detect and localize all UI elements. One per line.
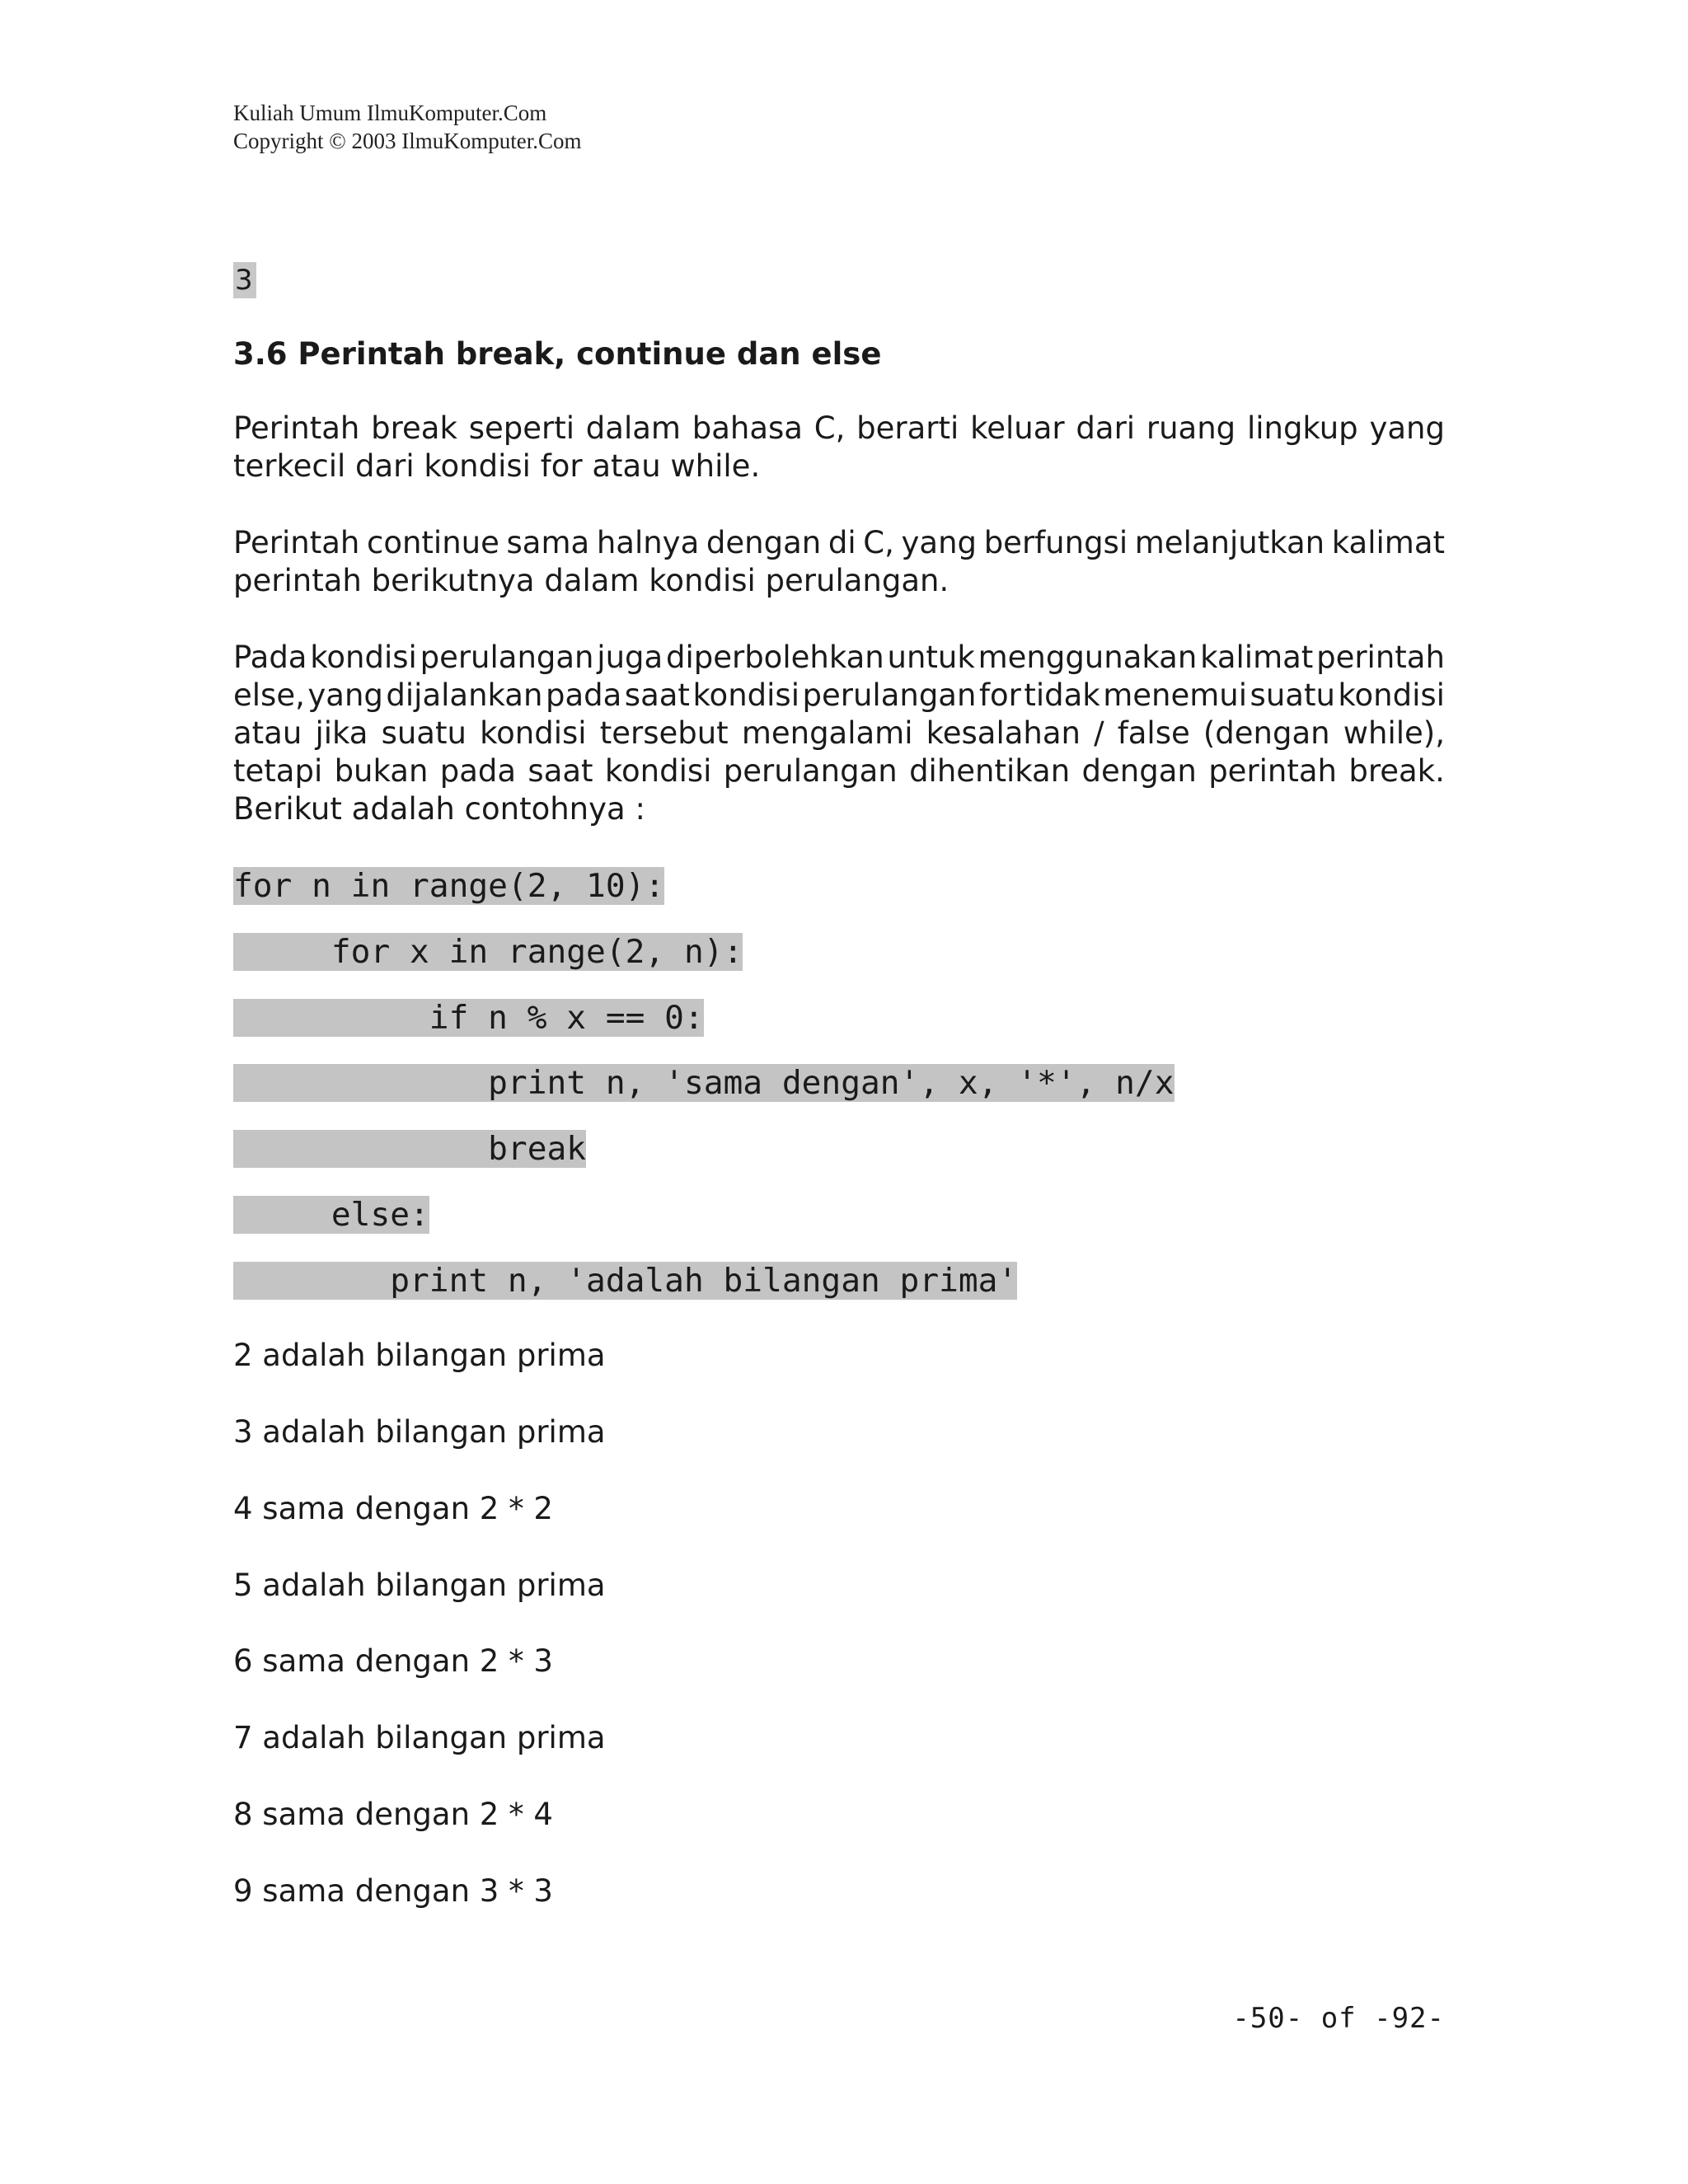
output-line: 4 sama dengan 2 * 2 [233,1491,553,1526]
paragraph-else [233,639,1445,828]
word: continue [366,525,499,560]
word: mengalami [741,715,913,751]
word: kalimat [1200,640,1314,675]
word: jika [315,715,368,751]
word: / [1094,715,1104,751]
word: dihentikan [909,753,1071,789]
word: atau [233,715,302,751]
output-line: 8 sama dengan 2 * 4 [233,1797,553,1832]
word: berfungsi [983,525,1128,560]
word: yang [307,677,383,713]
word: kondisi [1338,677,1445,713]
section-title: 3.6 Perintah break, continue dan else [233,336,882,372]
output-line: 2 adalah bilangan prima [233,1338,606,1373]
word: false [1117,715,1190,751]
code-line: print n, 'sama dengan', x, '*', n/x [233,1064,1175,1102]
word: Perintah [233,410,360,446]
justified-line [233,524,1445,562]
header-line-2: Copyright © 2003 IlmuKomputer.Com [233,129,582,153]
word: Pada [233,640,307,675]
word: kondisi [310,640,417,675]
justified-line [233,410,1445,448]
word: suatu [381,715,467,751]
word: kalimat [1331,525,1445,560]
paragraph-line: terkecil dari kondisi for atau while. [233,448,761,484]
output-line: 5 adalah bilangan prima [233,1568,606,1603]
word: tersebut [599,715,729,751]
justified-line [233,715,1445,752]
word: saat [624,677,690,713]
word: (dengan [1203,715,1330,751]
word: for [978,677,1021,713]
word: perulangan [420,640,594,675]
word: dari [1076,410,1136,446]
word: perulangan [723,753,898,789]
justified-line [233,639,1445,677]
output-line: 3 adalah bilangan prima [233,1414,606,1450]
word: dengan [1081,753,1197,789]
word: perintah [1316,640,1445,675]
header-line-1: Kuliah Umum IlmuKomputer.Com [233,101,547,125]
word: else, [233,677,305,713]
chapter-marker: 3 [233,262,256,298]
word: Perintah [233,525,360,560]
word: diperbolehkan [665,640,884,675]
word: while), [1343,715,1445,751]
justified-line [233,752,1445,790]
code-line: for n in range(2, 10): [233,867,665,905]
word: dalam [585,410,681,446]
paragraph-line: Berikut adalah contohnya : [233,791,645,827]
word: kondisi [604,753,712,789]
code-line: break [233,1130,587,1168]
word: untuk [887,640,975,675]
word: yang [1369,410,1445,446]
word: C, [814,410,846,446]
word: C, [863,525,894,560]
word: keluar [970,410,1065,446]
output-line: 6 sama dengan 2 * 3 [233,1643,553,1679]
page-number: -50- of -92- [1232,2002,1445,2035]
word: saat [528,753,593,789]
word: bahasa [692,410,803,446]
code-line: print n, 'adalah bilangan prima' [233,1262,1018,1300]
word: perintah [1208,753,1338,789]
word: kondisi [480,715,587,751]
word: pada [545,677,622,713]
word: menggunakan [978,640,1198,675]
justified-line [233,677,1445,715]
word: tidak [1024,677,1100,713]
word: halnya [596,525,700,560]
word: dijalankan [386,677,543,713]
code-line: else: [233,1196,429,1234]
word: seperti [468,410,574,446]
word: kesalahan [926,715,1081,751]
word: sama [506,525,590,560]
word: bukan [334,753,429,789]
paragraph-continue [233,524,1445,600]
word: di [828,525,856,560]
page-header [233,99,582,155]
word: perulangan [802,677,977,713]
code-line: if n % x == 0: [233,999,704,1037]
word: yang [901,525,978,560]
word: tetapi [233,753,323,789]
word: ruang [1146,410,1236,446]
output-line: 7 adalah bilangan prima [233,1720,606,1755]
word: break. [1348,753,1445,789]
word: berarti [856,410,959,446]
word: melanjutkan [1134,525,1325,560]
word: break [371,410,457,446]
word: juga [597,640,663,675]
word: suatu [1250,677,1335,713]
paragraph-break [233,410,1445,485]
word: lingkup [1246,410,1358,446]
word: dengan [706,525,822,560]
word: pada [439,753,517,789]
output-line: 9 sama dengan 3 * 3 [233,1873,553,1909]
code-line: for x in range(2, n): [233,933,743,971]
word: kondisi [692,677,799,713]
word: menemui [1103,677,1248,713]
paragraph-line: perintah berikutnya dalam kondisi perulangan. [233,563,950,598]
